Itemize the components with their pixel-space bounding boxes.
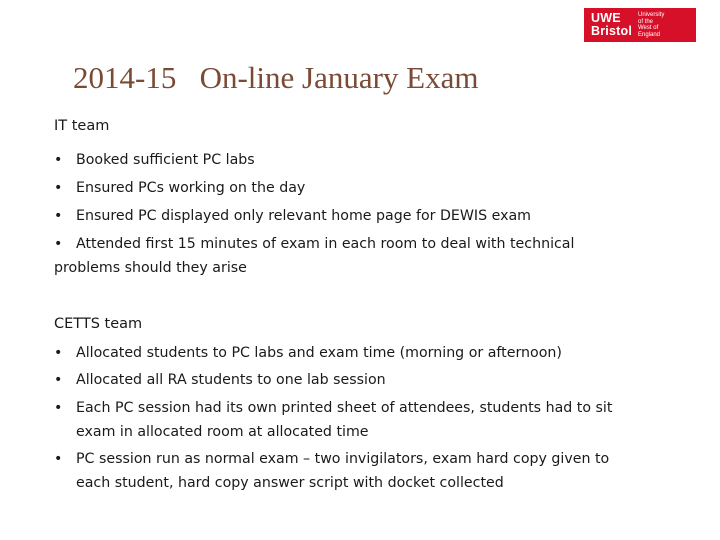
bullet-text: Booked sufficient PC labs <box>76 152 255 168</box>
list-item <box>54 341 654 365</box>
logo-sub-line: of the <box>638 18 654 25</box>
bullet-text: Ensured PCs working on the day <box>76 180 306 196</box>
slide-title: 2014-15 On-line January Exam <box>73 60 479 95</box>
bullet-text: Ensured PC displayed only relevant home page for DEWIS exam <box>76 208 531 224</box>
uwe-bristol-logo <box>584 8 696 42</box>
bullet-icon: • <box>54 180 63 196</box>
bullet-icon: • <box>54 400 63 416</box>
it-team-heading: IT team <box>54 118 110 134</box>
bullet-icon: • <box>54 451 63 467</box>
bullet-icon: • <box>54 372 63 388</box>
bullet-text: Attended first 15 minutes of exam in each room to deal with technical problems should they arise <box>54 236 575 276</box>
bullet-icon: • <box>54 208 63 224</box>
bullet-text: PC session run as normal exam – two invigilators, exam hard copy given to each student, hard copy answer script with docket collected <box>76 451 610 491</box>
list-item <box>54 396 624 444</box>
bullet-icon: • <box>54 236 63 252</box>
logo-wordmark <box>591 12 632 38</box>
list-item <box>54 232 584 280</box>
logo-sub-line: West of <box>638 25 659 32</box>
bullet-icon: • <box>54 152 63 168</box>
bullet-text: Each PC session had its own printed sheet of attendees, students had to sit exam in allocated room at allocated time <box>76 400 613 440</box>
list-item <box>54 204 654 228</box>
logo-line-2: Bristol <box>591 24 632 38</box>
list-item <box>54 176 654 200</box>
list-item <box>54 148 654 172</box>
logo-sub-line: University <box>638 12 665 18</box>
list-item <box>54 368 654 392</box>
list-item <box>54 447 624 495</box>
cetts-team-heading: CETTS team <box>54 316 143 332</box>
logo-subtitle <box>638 12 692 38</box>
logo-line-1: UWE <box>591 11 621 25</box>
bullet-icon: • <box>54 345 63 361</box>
bullet-text: Allocated all RA students to one lab session <box>76 372 386 388</box>
bullet-text: Allocated students to PC labs and exam time (morning or afternoon) <box>76 345 562 361</box>
logo-sub-line: England <box>638 31 661 38</box>
